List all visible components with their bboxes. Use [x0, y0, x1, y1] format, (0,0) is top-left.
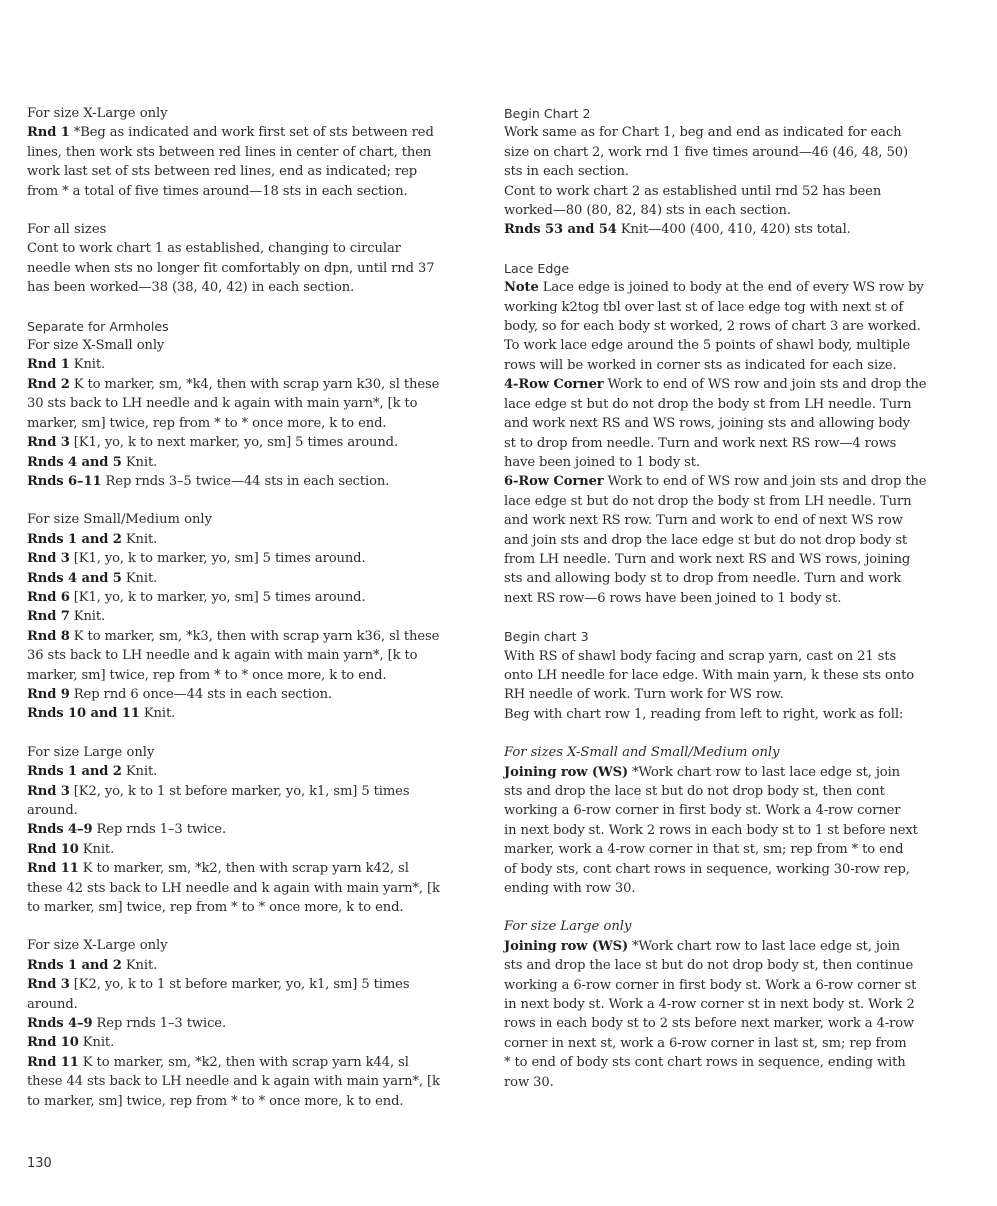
- instruction-line: [504, 434, 956, 453]
- instruction-line: [504, 801, 956, 820]
- instruction-line: [27, 666, 475, 685]
- step-text: and work next RS and WS rows, joining sts and allowing body: [504, 416, 910, 432]
- instruction-line: [27, 1072, 475, 1091]
- step-text: ending with row 30.: [504, 881, 636, 897]
- step-text: rows in each body st to 2 sts before next marker, work a 4-row: [504, 1016, 915, 1032]
- step-text: marker, sm] twice, rep from * to * once more, k to end.: [27, 667, 387, 683]
- instruction-line: [27, 995, 475, 1014]
- step-label: Rnd 10: [27, 1035, 79, 1051]
- right-column: [504, 104, 956, 1111]
- instruction-line: [27, 801, 475, 820]
- page-number: 130: [27, 1156, 52, 1171]
- step-label: Joining row (WS): [504, 764, 629, 780]
- instruction-line: [504, 453, 956, 472]
- step-text: sts and drop the lace st but do not drop body st, then cont: [504, 784, 885, 799]
- step-text: *Work chart row to last lace edge st, join: [628, 938, 901, 954]
- step-text: st to drop from needle. Turn and work next RS row—4 rows: [504, 435, 897, 451]
- instruction-line: [27, 975, 475, 994]
- step-text: of body sts, cont chart rows in sequence, working 30-row rep,: [504, 861, 910, 877]
- section-heading: For size X-Large only: [27, 106, 168, 121]
- instruction-section: [27, 510, 475, 723]
- step-text: and work next RS row. Turn and work to end of next WS row: [504, 513, 903, 529]
- instruction-line: [504, 782, 956, 801]
- instruction-line: [504, 589, 956, 608]
- instruction-line: [27, 956, 475, 975]
- instruction-section: [27, 104, 475, 201]
- instruction-section: [27, 743, 475, 918]
- step-text: Rep rnds 1–3 twice.: [92, 1016, 227, 1032]
- step-text: Knit.: [78, 841, 115, 857]
- instruction-line: [27, 375, 475, 394]
- step-text: body, so for each body st worked, 2 rows of chart 3 are worked.: [504, 319, 921, 335]
- step-text: Knit.: [121, 764, 158, 780]
- step-text: needle when sts no longer fit comfortably on dpn, until rnd 37: [27, 260, 435, 276]
- step-text: Knit.: [121, 570, 158, 586]
- step-text: rows will be worked in corner sts as indicated for each size.: [504, 357, 897, 373]
- step-text: working a 6-row corner in first body st. Work a 4-row corner: [504, 803, 901, 819]
- step-text: lace edge st but do not drop the body st from LH needle. Turn: [504, 493, 912, 509]
- instruction-line: [504, 685, 956, 704]
- instruction-line: [27, 453, 475, 472]
- step-text: in next body st. Work a 4-row corner st in next body st. Work 2: [504, 997, 915, 1013]
- step-text: to marker, sm] twice, rep from * to * once more, k to end.: [27, 1093, 404, 1109]
- step-text: from * a total of five times around—18 sts in each section.: [27, 183, 408, 199]
- step-text: marker, sm] twice, rep from * to * once more, k to end.: [27, 415, 387, 431]
- instruction-line: [504, 531, 956, 550]
- step-text: Lace edge is joined to body at the end of every WS row by: [538, 280, 924, 296]
- step-text: around.: [27, 996, 78, 1012]
- section-heading: Begin chart 3: [504, 629, 589, 645]
- instruction-line: [504, 1073, 956, 1092]
- instruction-line: [27, 549, 475, 568]
- instruction-line: [27, 820, 475, 839]
- step-label: Rnd 3: [27, 551, 70, 567]
- instruction-line: [27, 762, 475, 781]
- instruction-line: [504, 840, 956, 859]
- instruction-line: [27, 859, 475, 878]
- step-text: K to marker, sm, *k2, then with scrap yarn k44, sl: [78, 1054, 409, 1070]
- step-label: Rnds 4 and 5: [27, 454, 122, 470]
- section-heading: Separate for Armholes: [27, 318, 169, 334]
- step-text: worked—80 (80, 82, 84) sts in each section.: [504, 203, 791, 219]
- instruction-line: [504, 220, 956, 239]
- step-text: working k2tog tbl over last st of lace edge tog with next st of: [504, 299, 904, 315]
- step-text: in next body st. Work 2 rows in each body st to 1 st before next: [504, 822, 918, 838]
- instruction-line: [504, 569, 956, 588]
- section-heading: For sizes X-Small and Small/Medium only: [504, 745, 780, 761]
- instruction-line: [504, 1053, 956, 1072]
- step-text: Work to end of WS row and join sts and drop the: [603, 377, 927, 393]
- step-label: Joining row (WS): [504, 938, 629, 954]
- instruction-line: [27, 433, 475, 452]
- instruction-line: [504, 317, 956, 336]
- section-heading: For size X-Large only: [27, 938, 168, 954]
- step-label: Rnds 4–9: [27, 822, 93, 838]
- step-text: Knit.: [78, 1035, 115, 1051]
- instruction-line: [504, 666, 956, 685]
- step-text: Work same as for Chart 1, beg and end as indicated for each: [504, 125, 902, 141]
- step-text: these 42 sts back to LH needle and k again with main yarn*, [k: [27, 880, 440, 896]
- step-text: K to marker, sm, *k2, then with scrap yarn k42, sl: [78, 861, 409, 877]
- instruction-line: [504, 821, 956, 840]
- instruction-line: [27, 840, 475, 859]
- instruction-line: [27, 355, 475, 374]
- step-label: Rnd 11: [27, 861, 79, 877]
- step-text: sts and allowing body st to drop from needle. Turn and work: [504, 571, 902, 587]
- instruction-line: [504, 336, 956, 355]
- instruction-line: [27, 143, 475, 162]
- instruction-line: [27, 530, 475, 549]
- step-label: Note: [504, 280, 539, 296]
- step-label: Rnd 2: [27, 376, 70, 392]
- step-text: onto LH needle for lace edge. With main yarn, k these sts onto: [504, 667, 915, 683]
- instruction-section: [27, 220, 475, 298]
- instruction-line: [504, 492, 956, 511]
- instruction-line: [27, 182, 475, 201]
- step-label: Rnds 1 and 2: [27, 957, 122, 973]
- step-text: Cont to work chart 2 as established until rnd 52 has been: [504, 183, 882, 199]
- step-text: To work lace edge around the 5 points of shawl body, multiple: [504, 338, 911, 354]
- step-text: lace edge st but do not drop the body st from LH needle. Turn: [504, 396, 912, 412]
- instruction-line: [504, 879, 956, 898]
- instruction-line: [504, 143, 956, 162]
- step-text: K to marker, sm, *k3, then with scrap yarn k36, sl these: [69, 628, 440, 644]
- instruction-line: [27, 414, 475, 433]
- instruction-line: [27, 472, 475, 491]
- section-heading: For all sizes: [27, 222, 107, 238]
- step-label: Rnds 10 and 11: [27, 706, 140, 722]
- instruction-line: [27, 704, 475, 723]
- step-label: Rnd 10: [27, 841, 79, 857]
- instruction-line: [27, 627, 475, 646]
- step-text: *Beg as indicated and work first set of sts between red: [69, 125, 434, 141]
- instruction-line: [504, 162, 956, 181]
- instruction-line: [504, 298, 956, 317]
- step-text: size on chart 2, work rnd 1 five times around—46 (46, 48, 50): [504, 144, 908, 160]
- step-label: Rnd 7: [27, 609, 70, 625]
- step-text: Knit.: [69, 609, 106, 625]
- step-label: Rnds 53 and 54: [504, 222, 617, 238]
- step-text: Knit.: [121, 454, 158, 470]
- instruction-line: [27, 239, 475, 258]
- step-text: Beg with chart row 1, reading from left to right, work as foll:: [504, 706, 904, 722]
- instruction-line: [504, 356, 956, 375]
- instruction-section: [27, 936, 475, 1111]
- step-text: and join sts and drop the lace edge st but do not drop body st: [504, 532, 908, 548]
- step-text: has been worked—38 (38, 40, 42) in each section.: [27, 280, 355, 296]
- instruction-line: [504, 1014, 956, 1033]
- step-label: Rnd 3: [27, 783, 70, 799]
- step-text: working a 6-row corner in first body st. Work a 6-row corner st: [504, 977, 917, 993]
- step-text: Cont to work chart 1 as established, changing to circular: [27, 241, 401, 257]
- section-heading: Lace Edge: [504, 260, 570, 276]
- instruction-line: [27, 123, 475, 142]
- instruction-line: [504, 278, 956, 297]
- step-text: Work to end of WS row and join sts and drop the: [603, 474, 927, 490]
- step-text: With RS of shawl body facing and scrap yarn, cast on 21 sts: [504, 648, 897, 664]
- instruction-line: [504, 201, 956, 220]
- instruction-line: [27, 162, 475, 181]
- instruction-line: [504, 956, 956, 975]
- step-label: Rnds 6–11: [27, 473, 102, 489]
- section-heading: For size Small/Medium only: [27, 512, 213, 528]
- step-text: row 30.: [504, 1074, 554, 1090]
- instruction-line: [27, 1014, 475, 1033]
- instruction-line: [504, 472, 956, 491]
- step-label: Rnd 1: [27, 357, 70, 373]
- step-text: 36 sts back to LH needle and k again with main yarn*, [k to: [27, 648, 418, 664]
- step-text: marker, work a 4-row corner in that st, sm; rep from * to end: [504, 842, 904, 858]
- instruction-line: [27, 898, 475, 917]
- step-text: sts and drop the lace st but do not drop body st, then continue: [504, 958, 914, 974]
- step-text: 30 sts back to LH needle and k again with main yarn*, [k to: [27, 396, 418, 412]
- step-label: Rnds 1 and 2: [27, 531, 122, 547]
- step-text: Rep rnds 1–3 twice.: [92, 822, 227, 838]
- step-text: have been joined to 1 body st.: [504, 454, 701, 470]
- instruction-line: [27, 1033, 475, 1052]
- instruction-line: [504, 1034, 956, 1053]
- step-text: Knit.: [121, 957, 158, 973]
- instruction-section: [504, 743, 956, 898]
- step-label: Rnd 6: [27, 589, 70, 605]
- instruction-line: [504, 414, 956, 433]
- instruction-line: [504, 550, 956, 569]
- step-text: corner in next st, work a 6-row corner in last st, sm; rep from: [504, 1035, 907, 1051]
- instruction-section: [504, 627, 956, 724]
- step-text: [K1, yo, k to marker, yo, sm] 5 times around.: [69, 551, 366, 567]
- step-text: Knit.: [121, 531, 158, 547]
- instruction-line: [504, 860, 956, 879]
- step-text: [K2, yo, k to 1 st before marker, yo, k1, sm] 5 times: [69, 783, 410, 799]
- instruction-line: [27, 685, 475, 704]
- instruction-line: [504, 395, 956, 414]
- section-heading: Begin Chart 2: [504, 106, 591, 121]
- instruction-section: [27, 317, 475, 492]
- step-label: Rnds 1 and 2: [27, 764, 122, 780]
- step-text: to marker, sm] twice, rep from * to * once more, k to end.: [27, 900, 404, 916]
- step-label: Rnd 1: [27, 125, 70, 141]
- section-heading: For size Large only: [27, 744, 155, 760]
- instruction-line: [27, 336, 475, 355]
- step-text: [K1, yo, k to next marker, yo, sm] 5 times around.: [69, 435, 399, 451]
- step-label: Rnd 3: [27, 435, 70, 451]
- instruction-line: [27, 569, 475, 588]
- step-label: Rnds 4 and 5: [27, 570, 122, 586]
- step-text: *Work chart row to last lace edge st, join: [628, 764, 901, 780]
- step-text: [K1, yo, k to marker, yo, sm] 5 times around.: [69, 589, 366, 605]
- step-text: * to end of body sts cont chart rows in sequence, ending with: [504, 1055, 906, 1071]
- instruction-line: [27, 1092, 475, 1111]
- step-text: work last set of sts between red lines, end as indicated; rep: [27, 164, 418, 180]
- step-text: For size X-Small only: [27, 338, 165, 354]
- instruction-line: [504, 647, 956, 666]
- step-text: from LH needle. Turn and work next RS and WS rows, joining: [504, 551, 911, 567]
- instruction-line: [27, 646, 475, 665]
- step-text: K to marker, sm, *k4, then with scrap yarn k30, sl these: [69, 376, 440, 392]
- instruction-line: [27, 394, 475, 413]
- step-label: 6-Row Corner: [504, 474, 604, 490]
- step-label: Rnds 4–9: [27, 1016, 93, 1032]
- step-text: Knit—400 (400, 410, 420) sts total.: [616, 222, 851, 238]
- step-text: Knit.: [69, 357, 106, 373]
- step-text: Rep rnds 3–5 twice—44 sts in each section.: [101, 473, 390, 489]
- instruction-line: [504, 375, 956, 394]
- step-text: lines, then work sts between red lines in center of chart, then: [27, 144, 432, 160]
- instruction-line: [504, 976, 956, 995]
- instruction-line: [27, 278, 475, 297]
- instruction-line: [504, 763, 956, 782]
- instruction-line: [27, 259, 475, 278]
- step-label: Rnd 11: [27, 1054, 79, 1070]
- step-text: RH needle of work. Turn work for WS row.: [504, 687, 784, 703]
- instruction-line: [504, 995, 956, 1014]
- instruction-section: [504, 917, 956, 1092]
- instruction-line: [27, 1053, 475, 1072]
- instruction-line: [504, 937, 956, 956]
- step-text: [K2, yo, k to 1 st before marker, yo, k1, sm] 5 times: [69, 977, 410, 993]
- step-text: next RS row—6 rows have been joined to 1 body st.: [504, 590, 842, 606]
- step-label: 4-Row Corner: [504, 377, 604, 393]
- instruction-line: [504, 511, 956, 530]
- step-label: Rnd 9: [27, 686, 70, 702]
- instruction-line: [504, 182, 956, 201]
- instruction-line: [27, 879, 475, 898]
- step-text: Rep rnd 6 once—44 sts in each section.: [69, 686, 333, 702]
- instruction-section: [504, 104, 956, 240]
- left-column: [27, 104, 475, 1130]
- step-text: around.: [27, 803, 78, 818]
- step-text: these 44 sts back to LH needle and k again with main yarn*, [k: [27, 1074, 440, 1090]
- section-heading: For size Large only: [504, 919, 632, 935]
- instruction-line: [27, 607, 475, 626]
- step-label: Rnd 8: [27, 628, 70, 644]
- instruction-line: [27, 782, 475, 801]
- instruction-line: [504, 123, 956, 142]
- step-text: Knit.: [139, 706, 176, 722]
- step-text: sts in each section.: [504, 164, 629, 180]
- instruction-line: [27, 588, 475, 607]
- instruction-line: [504, 705, 956, 724]
- step-label: Rnd 3: [27, 977, 70, 993]
- instruction-section: [504, 259, 956, 608]
